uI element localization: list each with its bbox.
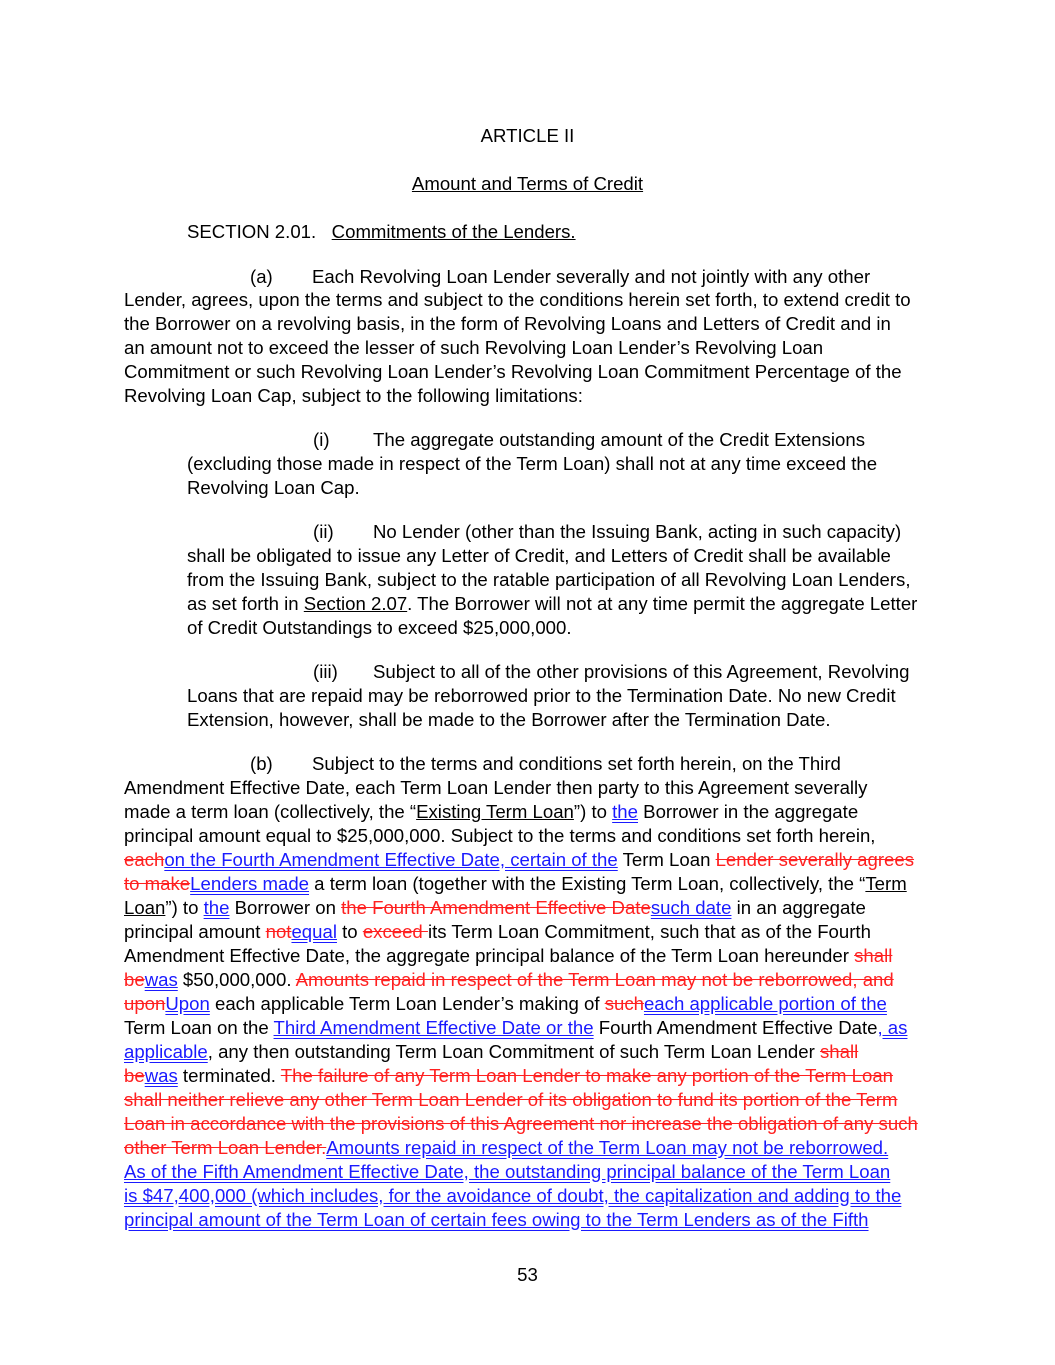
para-b-line-15 <box>124 1089 897 1111</box>
para-ii-line-5: of Credit Outstandings to exceed $25,000,000. <box>187 617 572 638</box>
para-b-line-11: uponUpon each applicable Term Loan Lender’s making of sucheach applicable portion of the <box>124 993 887 1014</box>
deleted-text: other Term Loan Lender. <box>124 1137 327 1158</box>
para-iii-line-1: (iii) Subject to all of the other provisions of this Agreement, Revolving <box>313 661 910 682</box>
para-b-line-5: eachon the Fourth Amendment Effective Date, certain of the Term Loan Lender severally agrees <box>124 849 915 870</box>
para-a-label: (a) <box>250 266 273 287</box>
para-b-line-18 <box>124 1161 890 1183</box>
para-b-line-1: (b) Subject to the terms and conditions set forth herein, on the Third <box>250 753 841 774</box>
para-b-line-17 <box>124 1137 888 1159</box>
deleted-text: Loan in accordance with the provisions of this Agreement nor increase the obligation of any such <box>124 1113 918 1134</box>
para-ii-line-1: (ii) No Lender (other than the Issuing Bank, acting in such capacity) <box>313 521 902 542</box>
inserted-text: is $47,400,000 (which includes, for the avoidance of doubt, the capitalization and adding to the <box>124 1185 902 1206</box>
article-title: ARTICLE II <box>480 125 575 146</box>
para-ii-label: (ii) <box>313 521 334 542</box>
para-b-line-20 <box>124 1209 869 1231</box>
deleted-text: shall <box>854 945 893 966</box>
inserted-text: As of the Fifth Amendment Effective Date, the outstanding principal balance of the Term Loan <box>124 1161 891 1182</box>
para-b-line-6: to makeLenders made a term loan (together with the Existing Term Loan, collectively, the “Term <box>124 873 907 894</box>
para-b-line-3: made a term loan (collectively, the “Existing Term Loan”) to the Borrower in the aggregate <box>124 801 859 822</box>
inserted-text: was <box>144 1065 178 1086</box>
para-b-line-2: Amendment Effective Date, each Term Loan Lender then party to this Agreement severally <box>124 777 868 798</box>
article-subtitle: Amount and Terms of Credit <box>411 173 644 194</box>
para-a-line-6: Revolving Loan Cap, subject to the following limitations: <box>124 385 583 406</box>
para-iii-line-2: Loans that are repaid may be reborrowed prior to the Termination Date. No new Credit <box>187 685 896 706</box>
para-i-line-1: (i) The aggregate outstanding amount of the Credit Extensions <box>313 429 866 450</box>
para-b-line-8: principal amount notequal to exceed its Term Loan Commitment, such that as of the Fourth <box>124 921 871 942</box>
deleted-text: be <box>124 1065 145 1086</box>
inserted-text: such date <box>650 897 732 918</box>
deleted-text: exceed <box>362 921 428 942</box>
para-a-line-1: (a) Each Revolving Loan Lender severally and not jointly with any other <box>250 266 871 287</box>
para-a-line-4: an amount not to exceed the lesser of such Revolving Loan Lender’s Revolving Loan <box>124 337 824 358</box>
inserted-text: principal amount of the Term Loan of certain fees owing to the Term Lenders as of the Fifth <box>124 1209 869 1230</box>
para-b-line-14: bewas terminated. The failure of any Term Loan Lender to make any portion of the Term Loan <box>124 1065 894 1086</box>
deleted-text: Lender severally agrees <box>715 849 915 870</box>
para-i-label: (i) <box>313 429 330 450</box>
inserted-text: , as <box>877 1017 908 1038</box>
deleted-text: to make <box>124 873 191 894</box>
para-b-line-16 <box>124 1113 918 1135</box>
inserted-text: each applicable portion of the <box>643 993 887 1014</box>
inserted-text: equal <box>291 921 337 942</box>
inserted-text: Upon <box>165 993 210 1014</box>
para-i-line-2: (excluding those made in respect of the Term Loan) shall not at any time exceed the <box>187 453 878 474</box>
deleted-text: Amounts repaid in respect of the Term Loan may not be reborrowed, and <box>295 969 894 990</box>
deleted-text: be <box>124 969 145 990</box>
para-b-line-9: Amendment Effective Date, the aggregate principal balance of the Term Loan hereunder shall <box>124 945 893 966</box>
deleted-text: each <box>124 849 165 870</box>
para-a-line-2: Lender, agrees, upon the terms and subject to the conditions herein set forth, to extend credit to <box>124 289 911 310</box>
section-heading <box>187 221 576 243</box>
deleted-text: upon <box>124 993 166 1014</box>
inserted-text: Lenders made <box>190 873 310 894</box>
inserted-text: the <box>203 897 230 918</box>
section-number: SECTION 2.01. <box>187 221 317 242</box>
deleted-text: such <box>604 993 644 1014</box>
para-ii-line-2: shall be obligated to issue any Letter of Credit, and Letters of Credit shall be available <box>187 545 891 566</box>
deleted-text: the Fourth Amendment Effective Date <box>341 897 651 918</box>
inserted-text: on the Fourth Amendment Effective Date, certain of the <box>164 849 618 870</box>
deleted-text: shall neither relieve any other Term Loan Lender of its obligation to fund its portion of the Term <box>124 1089 898 1110</box>
para-ii-line-4: as set forth in Section 2.07. The Borrower will not at any time permit the aggregate Letter <box>187 593 918 614</box>
para-b-line-7: Loan”) to the Borrower on the Fourth Amendment Effective Datesuch date in an aggregate <box>124 897 866 918</box>
inserted-text: Third Amendment Effective Date or the <box>273 1017 594 1038</box>
para-a-line-5: Commitment or such Revolving Loan Lender’s Revolving Loan Commitment Percentage of the <box>124 361 902 382</box>
deleted-text: not <box>265 921 292 942</box>
deleted-text: The failure of any Term Loan Lender to make any portion of the Term Loan <box>280 1065 894 1086</box>
section-title: Commitments of the Lenders. <box>331 221 576 242</box>
inserted-text: the <box>612 801 638 822</box>
para-a-line-3: the Borrower on a revolving basis, in the form of Revolving Loans and Letters of Credit and in <box>124 313 891 334</box>
para-ii-line-3: from the Issuing Bank, subject to the ratable participation of all Revolving Loan Lenders, <box>187 569 911 590</box>
para-b-line-4: principal amount equal to $25,000,000. Subject to the terms and conditions set forth herein, <box>124 825 876 846</box>
deleted-text: shall <box>819 1041 859 1062</box>
para-i-line-3: Revolving Loan Cap. <box>187 477 360 498</box>
inserted-text: Amounts repaid in respect of the Term Loan may not be reborrowed. <box>326 1137 889 1158</box>
para-b-line-13: applicable, any then outstanding Term Loan Commitment of such Term Loan Lender shall <box>124 1041 859 1062</box>
para-iii-label: (iii) <box>313 661 338 682</box>
section-2-07-reference: Section 2.07 <box>303 593 408 614</box>
page-number: 53 <box>517 1264 538 1285</box>
inserted-text: applicable <box>124 1041 208 1062</box>
para-b-line-10: bewas $50,000,000. Amounts repaid in respect of the Term Loan may not be reborrowed, and <box>124 969 894 990</box>
para-b-line-19 <box>124 1185 901 1207</box>
para-b-label: (b) <box>250 753 273 774</box>
inserted-text: was <box>144 969 178 990</box>
para-iii-line-3: Extension, however, shall be made to the Borrower after the Termination Date. <box>187 709 831 730</box>
para-b-line-12: Term Loan on the Third Amendment Effective Date or the Fourth Amendment Effective Date, as <box>124 1017 908 1038</box>
